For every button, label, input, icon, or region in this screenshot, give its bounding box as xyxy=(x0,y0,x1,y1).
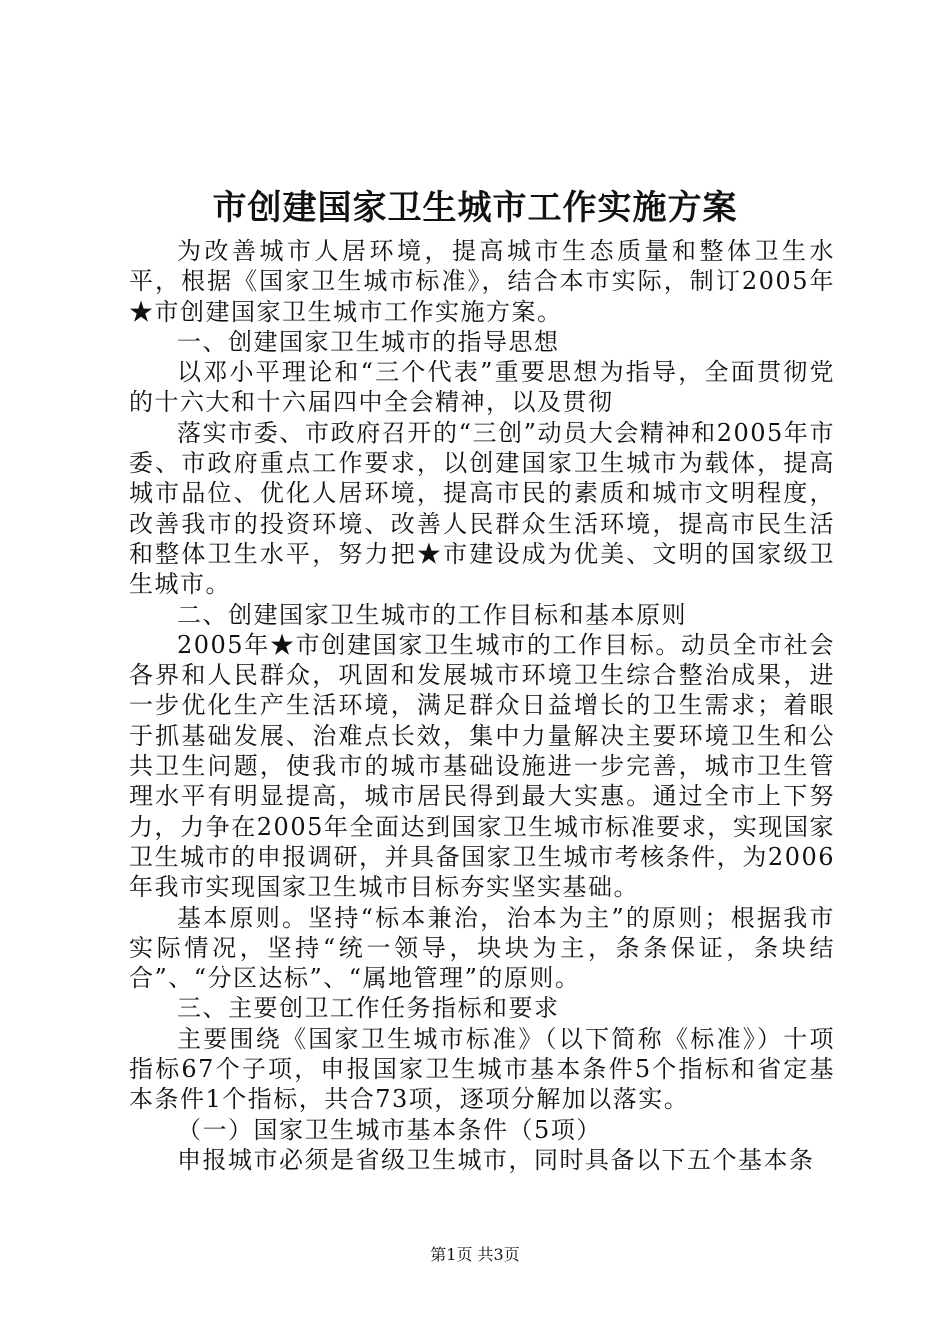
paragraph-application-conditions: 申报城市必须是省级卫生城市，同时具备以下五个基本条 xyxy=(177,1145,815,1174)
paragraph-work-goals: 2005年★市创建国家卫生城市的工作目标。动员全市社会各界和人民群众，巩固和发展城市环境卫生综合整治成果，进一步优化生产生活环境，满足群众日益增长的卫生需求；着眼于抓基础发展、治难点长效，集中力量解决主要环境卫生和公共卫生问题，使我市的城市基础设施进一步完善，城市卫生管理水平有明显提高，城市居民得到最大实惠。通过全市上下努力，力争在2005年全面达到国家卫生城市标准要求，实现国家卫生城市的申报调研，并具备国家卫生城市考核条件，为2006年我市实现国家卫生城市目标夯实坚实基础。 xyxy=(129,630,835,902)
document-body xyxy=(129,236,835,1175)
subsection-heading-1: （一）国家卫生城市基本条件（5项） xyxy=(177,1115,602,1144)
page-footer: 第1页 共3页 xyxy=(430,1245,520,1264)
paragraph-guiding-thought: 以邓小平理论和“三个代表”重要思想为指导，全面贯彻党的十六大和十六届四中全会精神，以及贯彻 xyxy=(129,358,835,417)
section-heading-2: 二、创建国家卫生城市的工作目标和基本原则 xyxy=(177,600,687,629)
section-heading-1: 一、创建国家卫生城市的指导思想 xyxy=(177,327,560,356)
paragraph-implementation: 落实市委、市政府召开的“三创”动员大会精神和2005年市委、市政府重点工作要求，以创建国家卫生城市为载体，提高城市品位、优化人居环境，提高市民的素质和城市文明程度，改善我市的投资环境、改善人民群众生活环境，提高市民生活和整体卫生水平，努力把★市建设成为优美、文明的国家级卫生城市。 xyxy=(129,418,835,599)
paragraph-basic-principles: 基本原则。坚持“标本兼治，治本为主”的原则；根据我市实际情况，坚持“统一领导，块块为主，条条保证，条块结合”、“分区达标”、“属地管理”的原则。 xyxy=(129,903,835,993)
paragraph-main-tasks: 主要围绕《国家卫生城市标准》（以下简称《标准》）十项指标67个子项，申报国家卫生城市基本条件5个指标和省定基本条件1个指标，共合73项，逐项分解加以落实。 xyxy=(129,1024,835,1114)
section-heading-3: 三、主要创卫工作任务指标和要求 xyxy=(177,994,560,1023)
paragraph-intro: 为改善城市人居环境，提高城市生态质量和整体卫生水平，根据《国家卫生城市标准》，结合本市实际，制订2005年★市创建国家卫生城市工作实施方案。 xyxy=(129,237,835,326)
document-title: 市创建国家卫生城市工作实施方案 xyxy=(212,188,738,228)
